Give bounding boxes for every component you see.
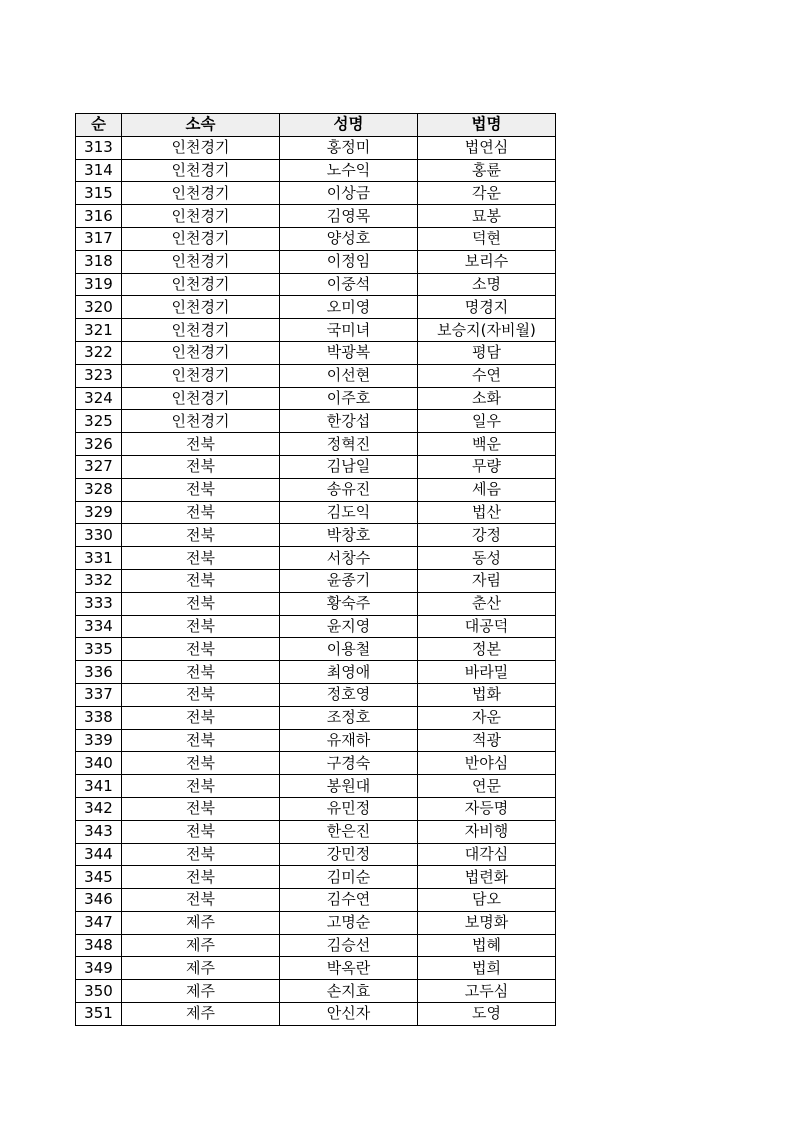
table-row	[76, 547, 556, 570]
table-row	[76, 341, 556, 364]
cell-number: 328	[76, 478, 122, 501]
cell-affiliation: 인천경기	[122, 341, 280, 364]
cell-affiliation: 인천경기	[122, 205, 280, 228]
cell-affiliation: 인천경기	[122, 136, 280, 159]
cell-number: 320	[76, 296, 122, 319]
table-row	[76, 273, 556, 296]
table-row	[76, 227, 556, 250]
cell-number: 337	[76, 683, 122, 706]
cell-number: 313	[76, 136, 122, 159]
table-row	[76, 752, 556, 775]
cell-number: 339	[76, 729, 122, 752]
cell-dharma-name: 강정	[418, 524, 556, 547]
cell-name: 유재하	[280, 729, 418, 752]
cell-number: 325	[76, 410, 122, 433]
cell-number: 341	[76, 775, 122, 798]
cell-dharma-name: 평담	[418, 341, 556, 364]
cell-number: 317	[76, 227, 122, 250]
cell-name: 한강섭	[280, 410, 418, 433]
table-row	[76, 661, 556, 684]
table-row	[76, 136, 556, 159]
cell-dharma-name: 정본	[418, 638, 556, 661]
cell-affiliation: 제주	[122, 911, 280, 934]
cell-dharma-name: 담오	[418, 889, 556, 912]
cell-affiliation: 전북	[122, 638, 280, 661]
cell-affiliation: 인천경기	[122, 250, 280, 273]
cell-name: 한은진	[280, 820, 418, 843]
table-row	[76, 524, 556, 547]
cell-number: 322	[76, 341, 122, 364]
cell-dharma-name: 백운	[418, 433, 556, 456]
table-row	[76, 615, 556, 638]
cell-dharma-name: 반야심	[418, 752, 556, 775]
cell-dharma-name: 보리수	[418, 250, 556, 273]
cell-number: 329	[76, 501, 122, 524]
cell-affiliation: 인천경기	[122, 364, 280, 387]
cell-name: 정호영	[280, 683, 418, 706]
cell-number: 332	[76, 569, 122, 592]
cell-number: 348	[76, 934, 122, 957]
table-row	[76, 501, 556, 524]
cell-number: 333	[76, 592, 122, 615]
cell-name: 최영애	[280, 661, 418, 684]
cell-dharma-name: 법혜	[418, 934, 556, 957]
cell-number: 349	[76, 957, 122, 980]
cell-affiliation: 인천경기	[122, 227, 280, 250]
cell-name: 송유진	[280, 478, 418, 501]
cell-dharma-name: 명경지	[418, 296, 556, 319]
cell-name: 황숙주	[280, 592, 418, 615]
cell-affiliation: 인천경기	[122, 159, 280, 182]
cell-name: 박옥란	[280, 957, 418, 980]
cell-name: 정혁진	[280, 433, 418, 456]
cell-dharma-name: 도영	[418, 1003, 556, 1026]
cell-name: 구경숙	[280, 752, 418, 775]
cell-name: 노수익	[280, 159, 418, 182]
cell-name: 홍정미	[280, 136, 418, 159]
cell-affiliation: 전북	[122, 889, 280, 912]
cell-affiliation: 제주	[122, 980, 280, 1003]
cell-affiliation: 전북	[122, 729, 280, 752]
table-row	[76, 205, 556, 228]
cell-number: 319	[76, 273, 122, 296]
cell-dharma-name: 법화	[418, 683, 556, 706]
cell-affiliation: 인천경기	[122, 319, 280, 342]
cell-name: 서창수	[280, 547, 418, 570]
cell-affiliation: 인천경기	[122, 296, 280, 319]
table-body	[76, 136, 556, 1025]
cell-affiliation: 전북	[122, 820, 280, 843]
cell-name: 김수연	[280, 889, 418, 912]
cell-dharma-name: 적광	[418, 729, 556, 752]
table-row	[76, 934, 556, 957]
cell-name: 국미녀	[280, 319, 418, 342]
cell-dharma-name: 홍륜	[418, 159, 556, 182]
cell-affiliation: 전북	[122, 706, 280, 729]
table-row	[76, 592, 556, 615]
cell-number: 346	[76, 889, 122, 912]
cell-number: 338	[76, 706, 122, 729]
cell-affiliation: 인천경기	[122, 410, 280, 433]
table-row	[76, 296, 556, 319]
cell-affiliation: 전북	[122, 501, 280, 524]
cell-affiliation: 전북	[122, 797, 280, 820]
cell-name: 강민정	[280, 843, 418, 866]
cell-dharma-name: 일우	[418, 410, 556, 433]
cell-number: 334	[76, 615, 122, 638]
table-row	[76, 638, 556, 661]
cell-dharma-name: 연문	[418, 775, 556, 798]
cell-affiliation: 제주	[122, 934, 280, 957]
header-dharma-name: 법명	[418, 114, 556, 137]
cell-number: 345	[76, 866, 122, 889]
cell-number: 350	[76, 980, 122, 1003]
cell-affiliation: 전북	[122, 661, 280, 684]
cell-affiliation: 전북	[122, 843, 280, 866]
table-row	[76, 410, 556, 433]
table-row	[76, 683, 556, 706]
cell-number: 314	[76, 159, 122, 182]
cell-name: 손지효	[280, 980, 418, 1003]
table-row	[76, 980, 556, 1003]
cell-dharma-name: 세음	[418, 478, 556, 501]
table-row	[76, 478, 556, 501]
cell-affiliation: 인천경기	[122, 182, 280, 205]
table-row	[76, 1003, 556, 1026]
cell-affiliation: 전북	[122, 592, 280, 615]
cell-name: 이주호	[280, 387, 418, 410]
table-row	[76, 182, 556, 205]
table-header-row	[76, 114, 556, 137]
table-row	[76, 319, 556, 342]
cell-affiliation: 제주	[122, 1003, 280, 1026]
cell-number: 331	[76, 547, 122, 570]
cell-number: 340	[76, 752, 122, 775]
cell-dharma-name: 수연	[418, 364, 556, 387]
cell-name: 윤지영	[280, 615, 418, 638]
table-row	[76, 455, 556, 478]
cell-dharma-name: 묘봉	[418, 205, 556, 228]
table-row	[76, 843, 556, 866]
cell-name: 김영목	[280, 205, 418, 228]
cell-number: 343	[76, 820, 122, 843]
cell-dharma-name: 보명화	[418, 911, 556, 934]
header-name: 성명	[280, 114, 418, 137]
table-row	[76, 957, 556, 980]
cell-number: 326	[76, 433, 122, 456]
table-row	[76, 250, 556, 273]
cell-dharma-name: 소화	[418, 387, 556, 410]
cell-number: 344	[76, 843, 122, 866]
table-row	[76, 911, 556, 934]
cell-dharma-name: 고두심	[418, 980, 556, 1003]
cell-dharma-name: 춘산	[418, 592, 556, 615]
cell-dharma-name: 보승지(자비월)	[418, 319, 556, 342]
cell-affiliation: 인천경기	[122, 273, 280, 296]
table-row	[76, 729, 556, 752]
table-row	[76, 706, 556, 729]
cell-name: 김남일	[280, 455, 418, 478]
table-row	[76, 364, 556, 387]
cell-name: 이용철	[280, 638, 418, 661]
cell-name: 김승선	[280, 934, 418, 957]
cell-name: 고명순	[280, 911, 418, 934]
table-row	[76, 797, 556, 820]
cell-affiliation: 전북	[122, 455, 280, 478]
cell-dharma-name: 각운	[418, 182, 556, 205]
cell-number: 342	[76, 797, 122, 820]
cell-dharma-name: 대공덕	[418, 615, 556, 638]
cell-name: 봉원대	[280, 775, 418, 798]
cell-dharma-name: 법련화	[418, 866, 556, 889]
member-table	[75, 113, 556, 1026]
table-row	[76, 387, 556, 410]
cell-name: 양성호	[280, 227, 418, 250]
cell-dharma-name: 법희	[418, 957, 556, 980]
cell-number: 347	[76, 911, 122, 934]
table-row	[76, 775, 556, 798]
cell-dharma-name: 대각심	[418, 843, 556, 866]
cell-number: 323	[76, 364, 122, 387]
table-row	[76, 159, 556, 182]
cell-affiliation: 전북	[122, 547, 280, 570]
cell-dharma-name: 법연심	[418, 136, 556, 159]
cell-number: 315	[76, 182, 122, 205]
cell-name: 김도익	[280, 501, 418, 524]
cell-dharma-name: 소명	[418, 273, 556, 296]
cell-name: 이정임	[280, 250, 418, 273]
cell-number: 318	[76, 250, 122, 273]
cell-dharma-name: 법산	[418, 501, 556, 524]
cell-affiliation: 전북	[122, 569, 280, 592]
cell-number: 330	[76, 524, 122, 547]
cell-dharma-name: 자운	[418, 706, 556, 729]
cell-name: 윤종기	[280, 569, 418, 592]
cell-dharma-name: 무량	[418, 455, 556, 478]
cell-dharma-name: 자림	[418, 569, 556, 592]
cell-affiliation: 전북	[122, 615, 280, 638]
cell-number: 321	[76, 319, 122, 342]
table-row	[76, 866, 556, 889]
cell-name: 이선현	[280, 364, 418, 387]
cell-name: 조정호	[280, 706, 418, 729]
cell-name: 유민정	[280, 797, 418, 820]
header-affiliation: 소속	[122, 114, 280, 137]
cell-affiliation: 전북	[122, 775, 280, 798]
table-row	[76, 433, 556, 456]
cell-affiliation: 전북	[122, 752, 280, 775]
cell-affiliation: 전북	[122, 683, 280, 706]
cell-name: 박광복	[280, 341, 418, 364]
cell-name: 이중석	[280, 273, 418, 296]
cell-number: 324	[76, 387, 122, 410]
cell-dharma-name: 동성	[418, 547, 556, 570]
cell-affiliation: 전북	[122, 866, 280, 889]
table-row	[76, 889, 556, 912]
cell-name: 오미영	[280, 296, 418, 319]
cell-affiliation: 전북	[122, 524, 280, 547]
cell-number: 335	[76, 638, 122, 661]
cell-number: 327	[76, 455, 122, 478]
cell-number: 336	[76, 661, 122, 684]
cell-affiliation: 제주	[122, 957, 280, 980]
cell-name: 김미순	[280, 866, 418, 889]
cell-dharma-name: 자등명	[418, 797, 556, 820]
cell-dharma-name: 자비행	[418, 820, 556, 843]
cell-affiliation: 전북	[122, 433, 280, 456]
cell-affiliation: 전북	[122, 478, 280, 501]
cell-dharma-name: 바라밀	[418, 661, 556, 684]
cell-dharma-name: 덕현	[418, 227, 556, 250]
table-row	[76, 820, 556, 843]
cell-number: 316	[76, 205, 122, 228]
cell-number: 351	[76, 1003, 122, 1026]
table-row	[76, 569, 556, 592]
cell-name: 박창호	[280, 524, 418, 547]
cell-affiliation: 인천경기	[122, 387, 280, 410]
cell-name: 이상금	[280, 182, 418, 205]
header-number: 순	[76, 114, 122, 137]
cell-name: 안신자	[280, 1003, 418, 1026]
